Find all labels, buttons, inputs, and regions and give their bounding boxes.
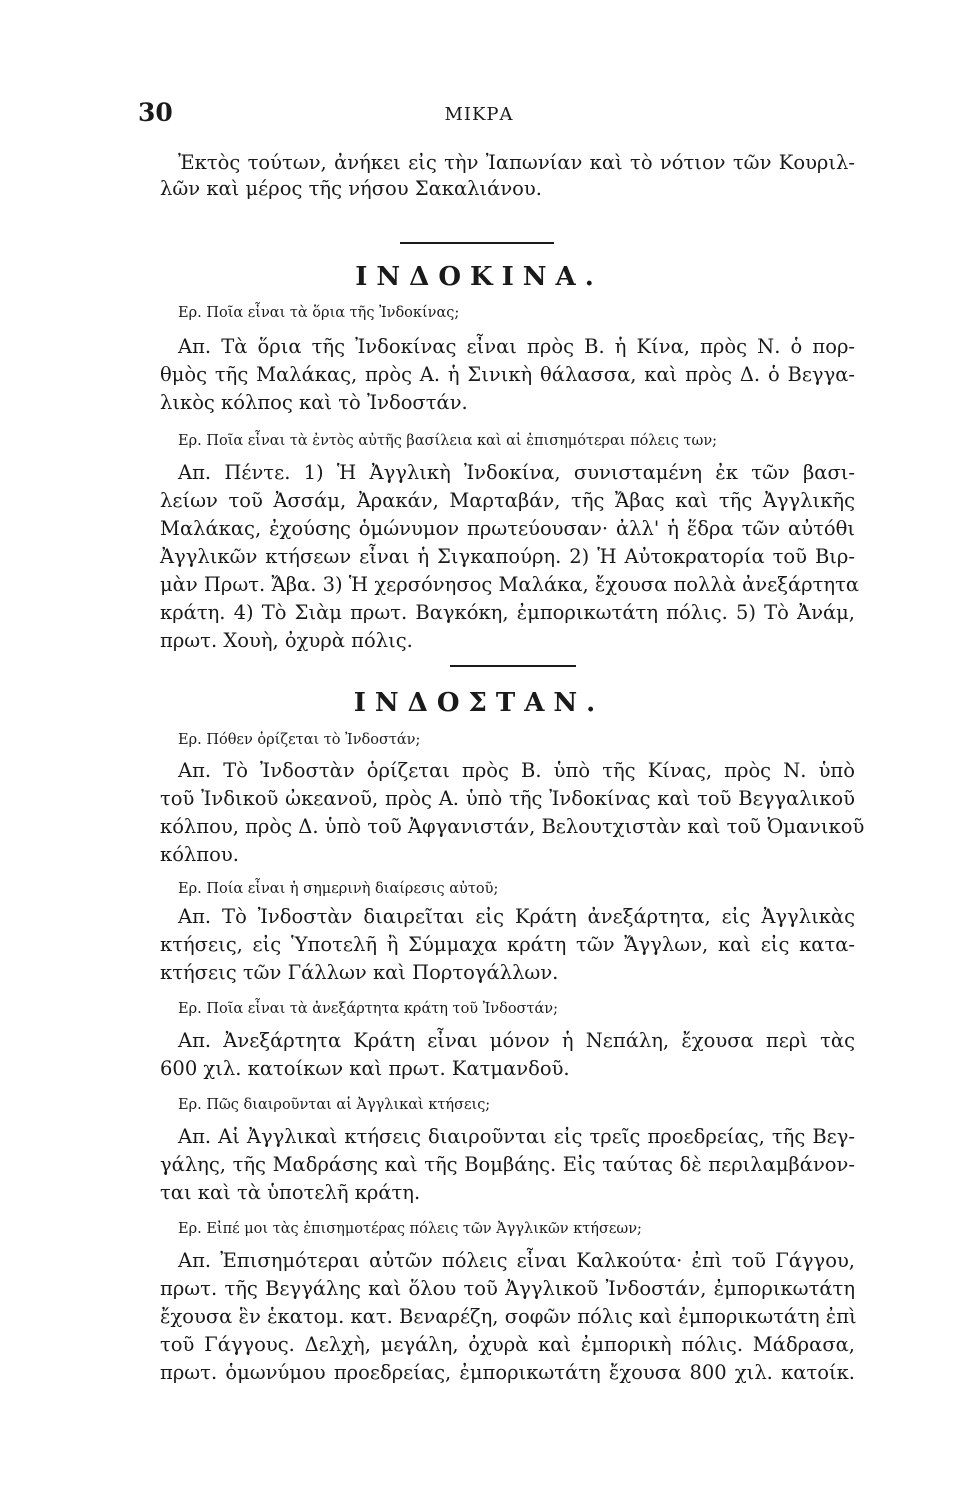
answer-line: Μαλάκας, ἐχούσης ὁμώνυμον πρωτεύουσαν· ἀλλ' ἡ ἕδρα τῶν αὐτόθι <box>160 517 855 540</box>
text-line: Ἐκτὸς τούτων, ἀνήκει εἰς τὴν Ἰαπωνίαν καὶ τὸ νότιον τῶν Κουριλ- <box>178 151 855 174</box>
section-title: ΙΝΔΟΚΙΝΑ. <box>355 262 603 292</box>
answer-line: Απ. Αἱ Ἀγγλικαὶ κτήσεις διαιροῦνται εἰς τρεῖς προεδρείας, τῆς Βεγ- <box>178 1125 855 1148</box>
answer-line: λείων τοῦ Ἀσσάμ, Ἀρακάν, Μαρταβάν, τῆς Ἄβας καὶ τῆς Ἀγγλικῆς <box>160 489 855 512</box>
running-head: ΜΙΚΡΑ <box>444 104 514 125</box>
answer-line: γάλης, τῆς Μαδράσης καὶ τῆς Βομβάης. Εἰς ταύτας δὲ περιλαμβάνον- <box>160 1153 855 1176</box>
question-line: Ερ. Πόθεν ὁρίζεται τὸ Ἰνδοστάν; <box>178 732 421 748</box>
page-number: 30 <box>138 98 173 127</box>
answer-line: τοῦ Γάγγους. Δελχὴ, μεγάλη, ὀχυρὰ καὶ ἐμπορικὴ πόλις. Μάδρασα, <box>160 1333 855 1356</box>
answer-line: ται καὶ τὰ ὑποτελῆ κράτη. <box>160 1181 421 1204</box>
answer-line: Απ. Ἀνεξάρτητα Κράτη εἶναι μόνον ἡ Νεπάλη, ἔχουσα περὶ τὰς <box>178 1029 855 1052</box>
answer-line: Ἀγγλικῶν κτήσεων εἶναι ἡ Σιγκαπούρη. 2) Ἡ Αὐτοκρατορία τοῦ Βιρ- <box>160 545 855 568</box>
section-rule <box>450 665 576 667</box>
answer-line: πρωτ. τῆς Βεγγάλης καὶ ὅλου τοῦ Ἀγγλικοῦ Ἰνδοστάν, ἐμπορικωτάτη <box>160 1277 855 1300</box>
answer-line: κτήσεις τῶν Γάλλων καὶ Πορτογάλλων. <box>160 961 559 984</box>
answer-line: κτήσεις, εἰς Ὑποτελῆ ἢ Σύμμαχα κράτη τῶν Ἄγγλων, καὶ εἰς κατα- <box>160 933 855 956</box>
answer-line: κόλπου. <box>160 843 239 866</box>
answer-line: Απ. Τὰ ὅρια τῆς Ἰνδοκίνας εἶναι πρὸς Β. ἡ Κίνα, πρὸς Ν. ὁ πορ- <box>178 335 855 358</box>
answer-line: Απ. Πέντε. 1) Ἡ Ἀγγλικὴ Ἰνδοκίνα, συνισταμένη ἐκ τῶν βασι- <box>178 461 855 484</box>
answer-line: Απ. Τὸ Ἰνδοστὰν διαιρεῖται εἰς Κράτη ἀνεξάρτητα, εἰς Ἀγγλικὰς <box>178 905 855 928</box>
answer-line: Απ. Ἐπισημότεραι αὐτῶν πόλεις εἶναι Καλκούτα· ἐπὶ τοῦ Γάγγου, <box>178 1249 855 1272</box>
answer-line: 600 χιλ. κατοίκων καὶ πρωτ. Κατμανδοῦ. <box>160 1057 570 1080</box>
question-line: Ερ. Ποία εἶναι ἡ σημερινὴ διαίρεσις αὐτοῦ; <box>178 881 499 897</box>
answer-line: ἔχουσα ἓν ἑκατομ. κατ. Βεναρέζη, σοφῶν πόλις καὶ ἐμπορικωτάτη ἐπὶ <box>160 1305 857 1328</box>
section-title: ΙΝΔΟΣΤΑΝ. <box>353 688 605 718</box>
question-line: Ερ. Ποῖα εἶναι τὰ ὅρια τῆς Ἰνδοκίνας; <box>178 305 460 321</box>
question-line: Ερ. Ποῖα εἶναι τὰ ἀνεξάρτητα κράτη τοῦ Ἰνδοστάν; <box>178 1001 558 1017</box>
answer-line: τοῦ Ἰνδικοῦ ὠκεανοῦ, πρὸς Α. ὑπὸ τῆς Ἰνδοκίνας καὶ τοῦ Βεγγαλικοῦ <box>160 787 855 810</box>
answer-line: κόλπου, πρὸς Δ. ὑπὸ τοῦ Ἀφγανιστάν, Βελουτχιστὰν καὶ τοῦ Ὀμανικοῦ <box>160 815 865 838</box>
answer-line: κράτη. 4) Τὸ Σιὰμ πρωτ. Βαγκόκη, ἐμπορικωτάτη πόλις. 5) Τὸ Ἀνάμ, <box>160 601 855 624</box>
answer-line: Απ. Τὸ Ἰνδοστὰν ὁρίζεται πρὸς Β. ὑπὸ τῆς Κίνας, πρὸς Ν. ὑπὸ <box>178 759 855 782</box>
question-line: Ερ. Πῶς διαιροῦνται αἱ Ἀγγλικαὶ κτήσεις; <box>178 1097 491 1113</box>
text-line: λῶν καὶ μέρος τῆς νήσου Σακαλιάνου. <box>160 177 542 200</box>
question-line: Ερ. Εἰπέ μοι τὰς ἐπισημοτέρας πόλεις τῶν Ἀγγλικῶν κτήσεων; <box>178 1221 642 1237</box>
answer-line: μὰν Πρωτ. Ἄβα. 3) Ἡ χερσόνησος Μαλάκα, ἔχουσα πολλὰ ἀνεξάρτητα <box>160 573 860 596</box>
answer-line: πρωτ. ὁμωνύμου προεδρείας, ἐμπορικωτάτη ἔχουσα 800 χιλ. κατοίκ. <box>160 1361 855 1384</box>
answer-line: λικὸς κόλπος καὶ τὸ Ἰνδοστάν. <box>160 391 468 414</box>
question-line: Ερ. Ποῖα εἶναι τὰ ἐντὸς αὐτῆς βασίλεια καὶ αἱ ἐπισημότεραι πόλεις των; <box>178 433 718 449</box>
answer-line: θμὸς τῆς Μαλάκας, πρὸς Α. ἡ Σινικὴ θάλασσα, καὶ πρὸς Δ. ὁ Βεγγα- <box>160 363 855 386</box>
answer-line: πρωτ. Χουὴ, ὀχυρὰ πόλις. <box>160 629 413 652</box>
section-rule <box>400 242 554 244</box>
